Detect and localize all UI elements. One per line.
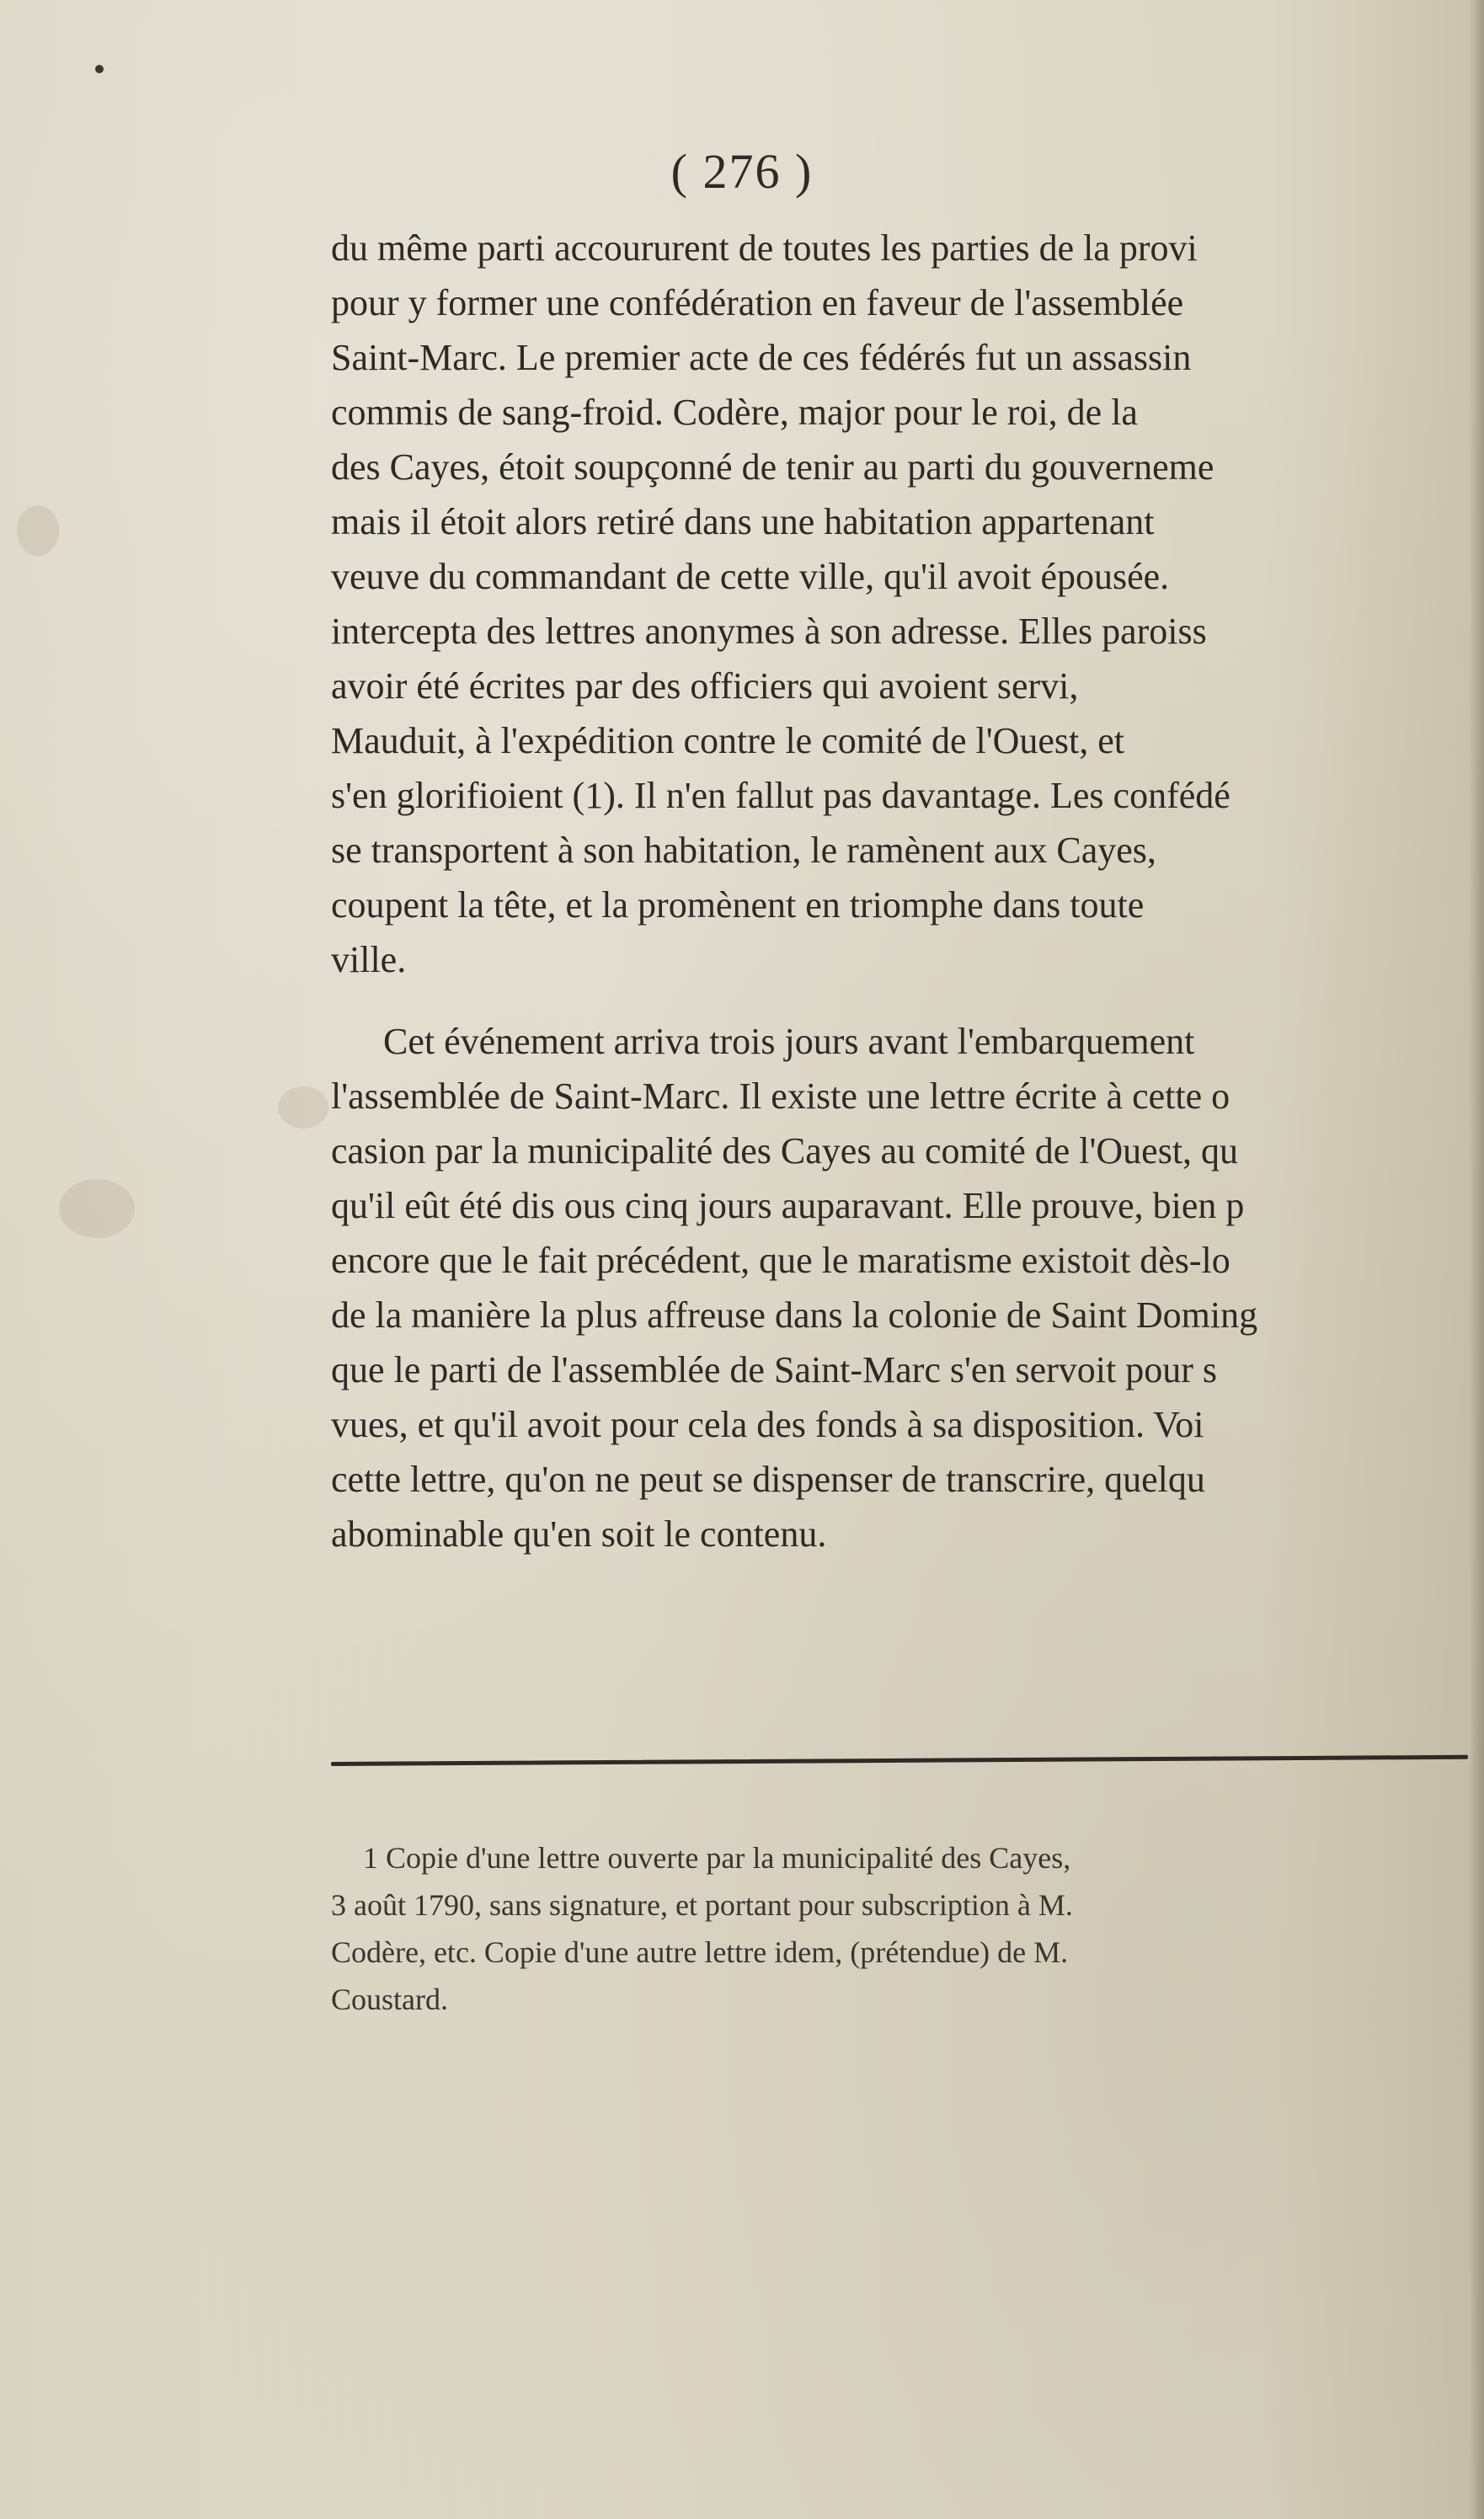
text-line: cette lettre, qu'on ne peut se dispenser de transcrire, quelqu (331, 1459, 1205, 1500)
text-line: des Cayes, étoit soupçonné de tenir au parti du gouverneme (331, 446, 1214, 488)
footnote-line: Codère, etc. Copie d'une autre lettre idem, (prétendue) de M. (331, 1935, 1069, 1969)
text-line: casion par la municipalité des Cayes au comité de l'Ouest, qu (331, 1130, 1239, 1171)
page-number: ( 276 ) (670, 144, 814, 199)
text-line: coupent la tête, et la promènent en triomphe dans toute (331, 884, 1145, 926)
footnote-line: 3 août 1790, sans signature, et portant pour subscription à M. (331, 1888, 1073, 1922)
paper-stain (278, 1086, 328, 1129)
paragraph (331, 1014, 1468, 1561)
text-line: veuve du commandant de cette ville, qu'il avoit épousée. (331, 556, 1170, 597)
footnote-line: 1 Copie d'une lettre ouverte par la municipalité des Cayes, (363, 1841, 1071, 1875)
footnote-line: Coustard. (331, 1983, 448, 2016)
text-line: se transportent à son habitation, le ramènent aux Cayes, (331, 830, 1156, 871)
text-line: ville. (331, 939, 407, 980)
ink-dot (95, 65, 104, 73)
text-line: avoir été écrites par des officiers qui avoient servi, (331, 665, 1079, 707)
paper-stain (17, 505, 59, 556)
text-line: s'en glorifioient (1). Il n'en fallut pas davantage. Les confédé (331, 775, 1230, 816)
text-line: mais il étoit alors retiré dans une habitation appartenant (331, 501, 1155, 542)
text-line: Cet événement arriva trois jours avant l'embarquement (383, 1021, 1195, 1062)
text-line: Saint-Marc. Le premier acte de ces fédérés fut un assassin (331, 337, 1192, 378)
text-line: pour y former une confédération en faveur de l'assemblée (331, 282, 1184, 323)
text-line: vues, et qu'il avoit pour cela des fonds à sa disposition. Voi (331, 1404, 1204, 1445)
paragraph (331, 221, 1468, 987)
paper-stain (59, 1179, 135, 1238)
page-edge-shadow (1469, 0, 1484, 2519)
footnote-divider (331, 1755, 1468, 1766)
text-line: que le parti de l'assemblée de Saint-Marc s'en servoit pour s (331, 1349, 1217, 1390)
text-line: commis de sang-froid. Codère, major pour le roi, de la (331, 392, 1138, 433)
text-line: l'assemblée de Saint-Marc. Il existe une lettre écrite à cette o (331, 1075, 1230, 1117)
text-line: encore que le fait précédent, que le maratisme existoit dès-lo (331, 1240, 1230, 1281)
body-text (331, 221, 1468, 1561)
text-line: abominable qu'en soit le contenu. (331, 1513, 827, 1555)
text-line: du même parti accoururent de toutes les parties de la provi (331, 227, 1198, 269)
text-line: Mauduit, à l'expédition contre le comité de l'Ouest, et (331, 720, 1125, 761)
text-line: intercepta des lettres anonymes à son adresse. Elles paroiss (331, 611, 1207, 652)
text-line: de la manière la plus affreuse dans la colonie de Saint Doming (331, 1294, 1258, 1336)
text-line: qu'il eût été dis ous cinq jours auparavant. Elle prouve, bien p (331, 1185, 1245, 1226)
footnote (331, 1834, 1468, 2023)
